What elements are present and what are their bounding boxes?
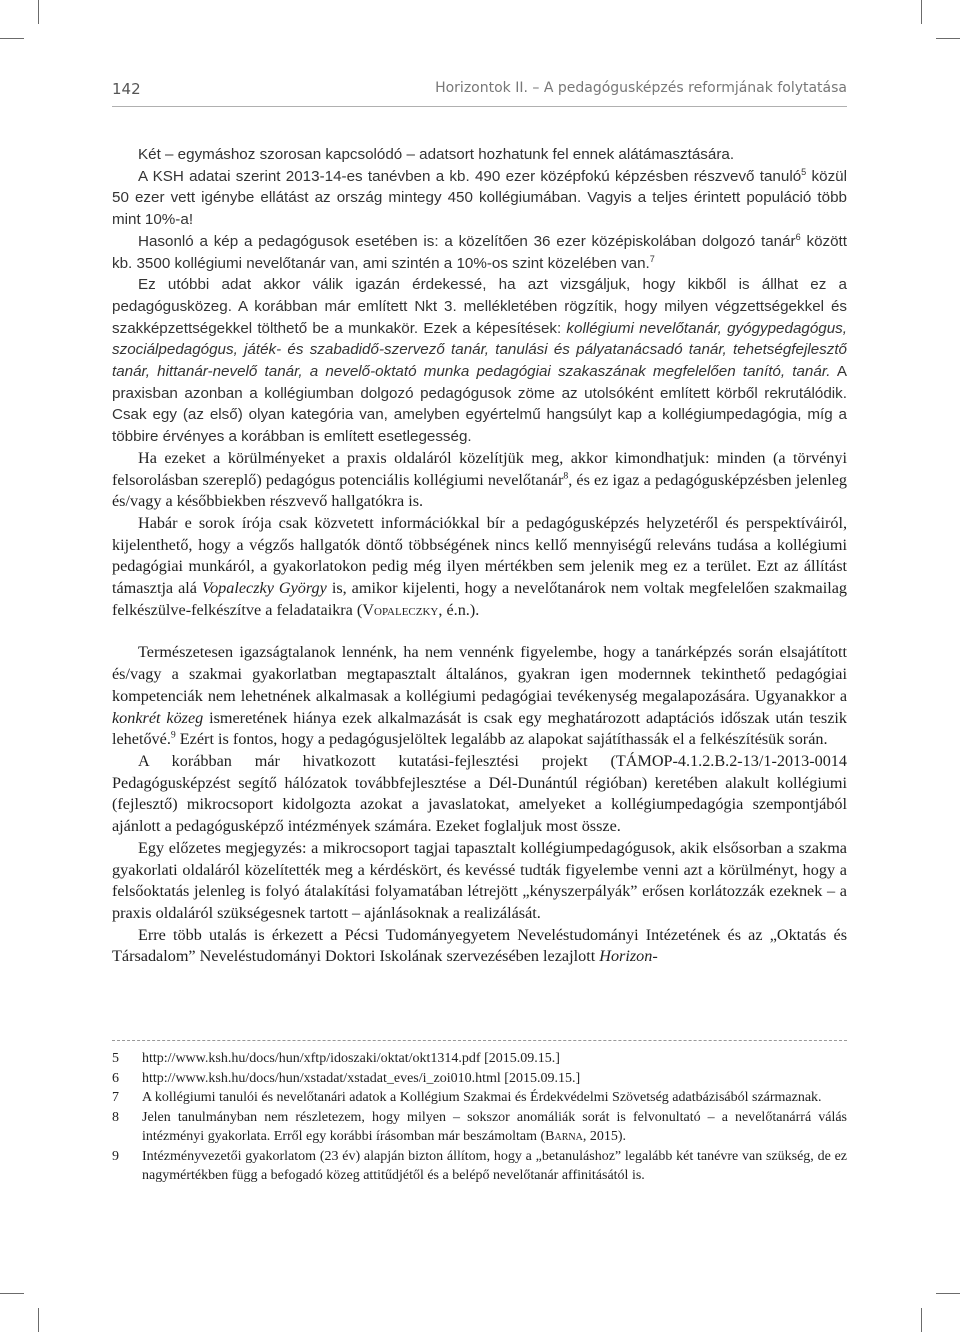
paragraph (112, 513, 847, 622)
text-run: , és ez igaz a pedagógusképzésben jelenleg és/vagy a későbbiekben részvevő hallgatókra is. (112, 470, 847, 511)
text-run: A KSH adatai szerint 2013-14-es tanévben a kb. 490 ezer középfokú képzésben részvevő tanuló (138, 167, 802, 185)
small-caps-run: Barna (545, 1129, 583, 1144)
footnote-ref[interactable]: 9 (170, 729, 176, 741)
footnote (112, 1088, 847, 1108)
italic-run: Vopaleczky György (201, 579, 327, 598)
text-run: Ezért is fontos, hogy a pedagógusjelöltek legalább az alapokat sajátíthassák el a felkészítésük során. (175, 730, 828, 749)
paragraph (112, 751, 847, 838)
footnote-text: A kollégiumi tanulói és nevelőtanári adatok a Kollégium Szakmai és Érdekvédelmi Szövetség adatbázisából származnak. (142, 1090, 822, 1105)
page-header (112, 76, 847, 107)
text-run: Ez utóbbi adat akkor válik igazán érdekessé, ha azt vizsgáljuk, hogy kikből is állhat ez a pedagógusközeg. A korábban már említett Nkt 3. mellékletében rögzítik, hogy milyen végzettségekkel és szakképzettségekkel tölthető be a munkakör. Ezek a képesítések: (112, 276, 847, 337)
footnote-ref[interactable]: 7 (649, 253, 655, 264)
crop-mark (936, 38, 960, 39)
text-run: Jelen tanulmányban nem részletezem, hogy milyen – sokszor anomáliák sorát is felvonultató – a nevelőtanárrá válás intézményi gyakorlata. Erről egy korábbi írásomban már beszámoltam ( (142, 1109, 847, 1144)
footnote-number: 5 (112, 1051, 119, 1066)
text-run: , 2015). (582, 1129, 626, 1144)
paragraph (112, 274, 847, 448)
italic-run: Horizon- (599, 947, 658, 966)
crop-mark (936, 1293, 960, 1294)
paragraph (112, 144, 847, 166)
footnote (112, 1069, 847, 1089)
crop-mark (38, 1308, 39, 1332)
text-run: Habár e sorok írója csak közvetett információkkal bír a pedagógusképzés helyzetéről és perspektíváiról, kijelenthető, hogy a végzős hallgatók döntő többségének nincs kellő mennyiségű releváns tudása a kollégiumi pedagógiai munkáról, a gyakorlatokon pedig még ilyen mértékben sem jelenik meg ez a terület. Ezt az állítást támasztja alá (112, 513, 847, 598)
footnote-number: 7 (112, 1090, 119, 1105)
footnote-number: 9 (112, 1148, 119, 1164)
footnote-text: Intézményvezetői gyakorlatom (23 év) alapján bizton állítom, hogy a „betanuláshoz” legalább két tanévre van szükség, de ez nagymértékben függ a befogadó közeg attitűdjétől és a belépő nevelőtanár affinitásától is. (142, 1148, 847, 1183)
crop-mark (0, 38, 24, 39)
text-run: Két – egymáshoz szorosan kapcsolódó – adatsort hozhatunk fel ennek alátámasztására. (138, 146, 735, 163)
footnote (112, 1108, 847, 1147)
footnote-divider (112, 1040, 847, 1041)
footnote-link[interactable]: http://www.ksh.hu/docs/hun/xftp/idoszaki/oktat/okt1314.pdf [2015.09.15.] (142, 1051, 560, 1066)
footnote-ref[interactable]: 6 (795, 231, 801, 242)
paragraph (112, 925, 847, 968)
crop-mark (921, 0, 922, 24)
text-run: A praxisban azonban a kollégiumban dolgozó pedagógusok zöme az utolsóként említett körből rekrutálódik. Csak egy (az első) olyan kategória van, amelyben egyértelmű hangsúlyt kap a kollégiumpedagógia, míg a többire érvényes a korábban is említett esetlegesség. (112, 363, 847, 446)
footnote-ref[interactable]: 5 (801, 166, 807, 177)
footnote-number: 8 (112, 1109, 119, 1125)
text-run: közül 50 ezer vett igénybe ellátást az ország mintegy 450 kollégiumában. Vagyis a teljes érintett populáció több mint 10%-a! (112, 167, 847, 229)
text-run: is, amikor kijelenti, hogy a nevelőtanárok nem voltak megfelelően szakmailag felkészülve-felkészítve a feladataikra ( (112, 579, 847, 619)
footnote (112, 1147, 847, 1186)
footnote-link[interactable]: http://www.ksh.hu/docs/hun/xstadat/xstadat_eves/i_zoi010.html [2015.09.15.] (142, 1070, 581, 1086)
italic-run: konkrét közeg (112, 708, 204, 727)
text-run: Egy előzetes megjegyzés: a mikrocsoport tagjai tapasztalt kollégiumpedagógusok, akik elsősorban a szakma gyakorlati oldaláról közelítették meg a kérdéskört, és kevéssé tudták figyelembe venni azt a körülményt, hogy a felsőoktatás jelenleg is folyó átalakítási folyamatában létrejött „kényszerpályák” erősen korlátozzák ezeknek – a praxis oldaláról szükségesnek tartott – ajánlásoknak a realizálását. (112, 838, 847, 922)
text-run: A korábban már hivatkozott kutatási-fejlesztési projekt (TÁMOP-4.1.2.B.2-13/1-2013-0014 Pedagógusképzést segítő hálózatok továbbfejlesztése a Dél-Dunántúl régióban) keretében alakult kollégiumi (fejlesztő) mikrocsoport kidolgozta azokat a javaslatokat, amelyeket a kollégiumpedagógia szempontjából ajánlott a pedagógusképző intézmények számára. Ezeket foglaljuk most össze. (112, 751, 847, 836)
crop-mark (921, 1308, 922, 1332)
italic-run: kollégiumi nevelőtanár, gyógypedagógus, szociálpedagógus, játék- és szabadidő-szervező tanár, tanulási és pályatanácsadó tanár, tehetségfejlesztő tanár, hittanár-nevelő tanár, a nevelő-oktató munka pedagógiai szakaszának megfelelően tanító, tanár. (112, 319, 847, 381)
text-run: , é.n.). (438, 600, 480, 619)
text-run: Természetesen igazságtalanok lennénk, ha nem vennénk figyelembe, hogy a tanárképzés során elsajátított és/vagy a szakmai gyakorlatban megtapasztalt általános, gyakran igen modernnek tekinthető pedagógiai kompetenciák nem lehetnének alkalmasak a kollégiumi pedagógiai tevékenység megalapozására. Ugyanakkor a (112, 643, 847, 705)
text-run: ismeretének hiánya ezek alkalmazását is csak egy meghatározott adaptációs időszak után teszik lehetővé. (112, 708, 847, 749)
small-caps-run: Vopaleczky (362, 600, 439, 619)
footnote (112, 1049, 847, 1069)
footnote-number: 6 (112, 1070, 119, 1086)
text-run: Hasonló a kép a pedagógusok esetében is: a közelítően 36 ezer középiskolában dolgozó tanár (138, 232, 796, 250)
paragraph (112, 448, 847, 513)
footnote-ref[interactable]: 8 (563, 470, 569, 482)
text-run: Erre több utalás is érkezett a Pécsi Tudományegyetem Neveléstudományi Intézetének és az „Oktatás és Társadalom” Neveléstudományi Doktori Iskolának szervezésében lezajlott (112, 925, 847, 966)
paragraph (112, 231, 847, 274)
crop-mark (38, 0, 39, 24)
paragraph (112, 642, 847, 751)
footnotes (112, 1049, 847, 1186)
text-run: Ha ezeket a körülményeket a praxis oldaláról közelítjük meg, akkor kimondhatjuk: minden (a törvényi felsorolásban szereplő) pedagógus potenciális kollégiumi nevelőtanár (112, 448, 847, 489)
crop-mark (0, 1293, 24, 1294)
paragraph (112, 838, 847, 925)
page-number: 142 (112, 80, 141, 98)
footnote-text (142, 1108, 847, 1147)
body-text (112, 144, 847, 968)
running-head: Horizontok II. – A pedagógusképzés reformjának folytatása (435, 80, 847, 96)
paragraph (112, 166, 847, 231)
text-run: között kb. 3500 kollégiumi nevelőtanár van, ami szintén a 10%-os szint közelében van. (112, 232, 847, 272)
